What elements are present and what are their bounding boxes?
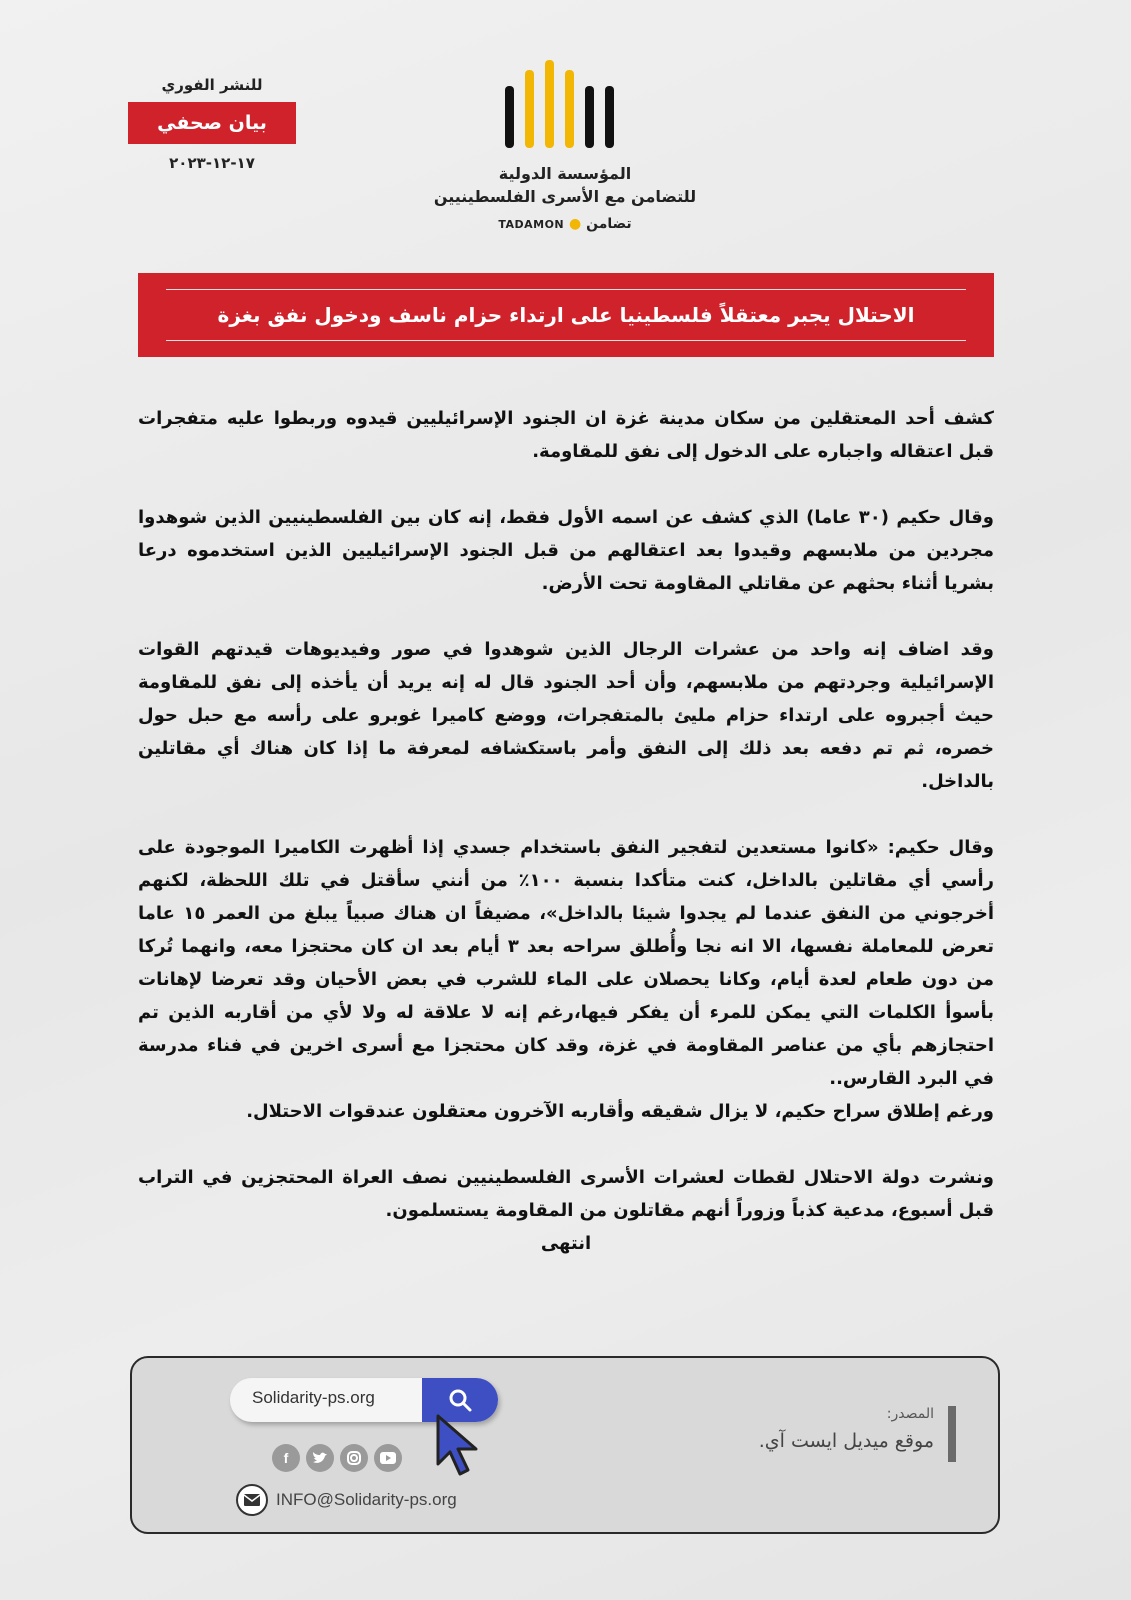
email-address[interactable]: INFO@Solidarity-ps.org [276,1490,457,1509]
article-body [138,402,994,1260]
paragraph-1: كشف أحد المعتقلين من سكان مدينة غزة ان الجنود الإسرائيليين قيدوه وربطوا عليه متفجرات قبل اعتقاله واجباره على الدخول إلى نفق للمقاومة. [138,408,994,462]
banner-rule-bottom [166,340,966,341]
website-url[interactable]: Solidarity-ps.org [252,1388,375,1407]
end-marker: انتهى [540,1233,592,1254]
banner-rule-top [166,289,966,290]
source-value: موقع ميديل ايست آي. [758,1430,934,1452]
page-title: الاحتلال يجبر معتقلاً فلسطينيا على ارتداء حزام ناسف ودخول نفق بغزة [217,303,915,327]
source-block [696,1406,956,1452]
logo-org-line2: للتضامن مع الأسرى الفلسطينيين [433,187,697,206]
paragraph-6: ونشرت دولة الاحتلال لقطات لعشرات الأسرى الفلسطينيين نصف العراة المحتجزين في التراب قبل أسبوع، مدعية كذباً وزوراً أنهم مقاتلون من المقاومة يستسلمون. [138,1167,994,1221]
source-label: المصدر: [886,1406,934,1422]
logo-brand-ar: تضامن [586,216,632,232]
paragraph-4: وقال حكيم: «كانوا مستعدين لتفجير النفق باستخدام جسدي إذا أظهرت الكاميرا الموجودة على رأسي أي مقاتلين بالداخل، كنت متأكدا بنسبة ١٠٠٪ من أنني سأقتل في تلك اللحظة، لكنهم أخرجوني من النفق عندما لم يجدوا شيئا بالداخل»، مضيفاً ان هناك صبياً يبلغ من العمر ١٥ عاما تعرض للمعاملة نفسها، الا انه نجا وأُطلق سراحه بعد ٣ أيام بعد ان كان محتجزا معه، وانهما تُركا من دون طعام لعدة أيام، وكانا يحصلان على الماء للشرب في بعض الأحيان وقد تعرضا لإهانات بأسوأ الكلمات التي يمكن للمرء أن يفكر فيها،رغم إنه لا علاقة له ولا لأي من أقاربه الذين تم احتجازهم بأي من عناصر المقاومة في غزة، وقد كان محتجزا مع أسرى اخرين في فناء مدرسة في البرد القارس.. [138,837,995,1089]
organization-logo [430,56,700,232]
mouse-cursor-icon [434,1414,482,1478]
source-bar [948,1406,956,1462]
logo-org-line1: المؤسسة الدولية [498,164,632,183]
footer-box [130,1356,1000,1534]
release-date: ١٧-١٢-٢٠٢٣ [169,154,255,172]
logo-brand-en: TADAMON [498,218,565,231]
paragraph-3: وقد اضاف إنه واحد من عشرات الرجال الذين شوهدوا في صور وفيديوهات قيدتهم القوات الإسرائيلية وجردتهم من ملابسهم، وأن أحد الجنود قال له إنه يريد أن يأخذه إلى نفق للمقاومة حيث أجبروه على ارتداء حزام مليئ بالمتفجرات، ووضع كاميرا غوبرو على رأسه مع حبل حول خصره، ثم تم دفعه بعد ذلك إلى النفق وأمر باستكشافه لمعرفة ما إذا كان هناك أي مقاتلين بالداخل. [138,639,994,792]
paragraph-5: ورغم إطلاق سراح حكيم، لا يزال شقيقه وأقاربه الآخرون معتقلون عندقوات الاحتلال. [246,1101,994,1122]
facebook-icon[interactable]: f [272,1444,300,1472]
publish-label: للنشر الفوري [161,76,263,94]
search-icon [447,1387,473,1413]
twitter-icon[interactable] [306,1444,334,1472]
press-release-badge: بيان صحفي [128,102,296,144]
social-icons-row [272,1444,402,1472]
logo-bars-icon [495,56,635,156]
title-banner [138,273,994,357]
publication-info [128,76,296,172]
paragraph-2: وقال حكيم (٣٠ عاما) الذي كشف عن اسمه الأول فقط، إنه كان بين الفلسطينيين الذين شوهدوا مجردين من ملابسهم وقيدوا بعد اعتقالهم من قبل الجنود الإسرائيليين الذين استخدموه درعا بشريا أثناء بحثهم عن مقاتلي المقاومة تحت الأرض. [138,507,994,594]
logo-dot-icon: ● [569,216,582,232]
youtube-icon[interactable] [374,1444,402,1472]
email-row [236,1484,457,1516]
logo-brand [430,216,700,232]
instagram-icon[interactable] [340,1444,368,1472]
envelope-icon [236,1484,268,1516]
